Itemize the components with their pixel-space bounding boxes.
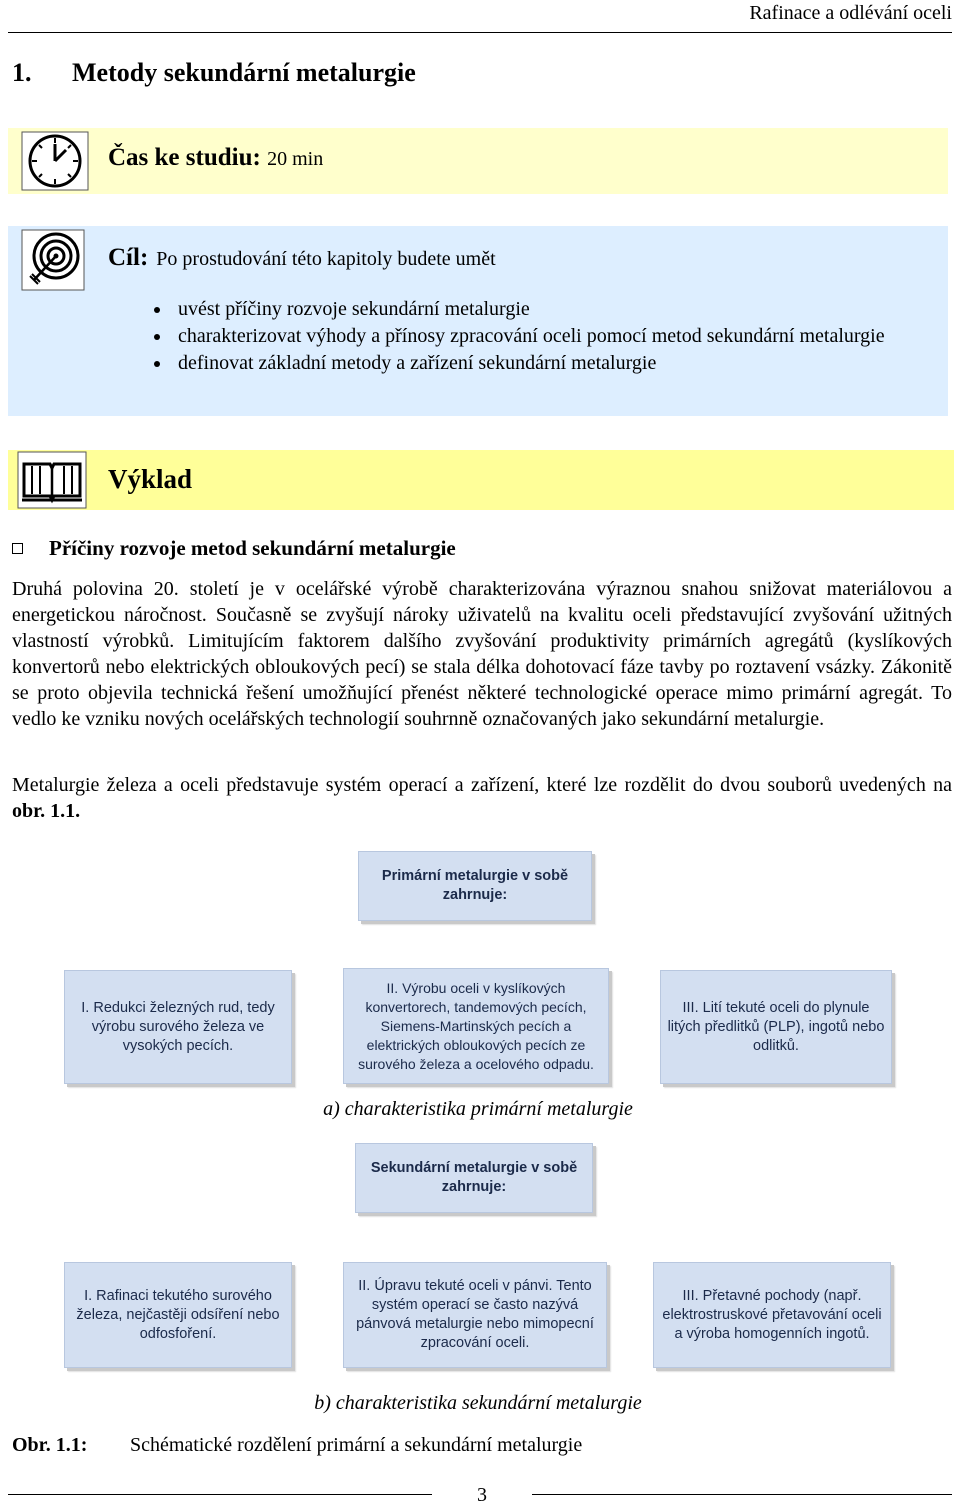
paragraph-1: Druhá polovina 20. století je v ocelářské výrobě charakterizována výraznou snahou snižovat materiálovou a energetickou náročnost. Současně se zvyšují nároky uživatelů na kvalitu oceli představující zvyšování užitných vlastností výrobků. Limitujícím faktorem dalšího zvyšování produktivity primárních agregátů (kyslíkových konvertorů nebo elektrických obloukových pecí) se stala délka dohotovací fáze tavby po roztavení vsázky. Zákonitě se proto objevila technická řešení umožňující přenést některé technologické operace mimo primární agregát. To vedlo ke vzniku nových ocelářských technologií souhrnně označovaných jako sekundární metalurgie. xyxy=(12,578,952,730)
study-time-label: Čas ke studiu: 20 min xyxy=(108,144,324,171)
chapter-title-text: Metody sekundární metalurgie xyxy=(72,58,416,87)
running-header: Rafinace a odlévání oceli xyxy=(749,2,952,24)
page-number: 3 xyxy=(477,1484,487,1506)
figure-label: Obr. 1.1: xyxy=(12,1434,88,1456)
goal-box xyxy=(8,226,948,416)
chapter-number: 1. xyxy=(12,58,32,87)
study-time-value: 20 min xyxy=(267,148,324,170)
target-icon xyxy=(8,226,98,416)
list-item: charakterizovat výhody a přínosy zpracování oceli pomocí metod sekundární metalurgie xyxy=(178,323,938,350)
goal-intro: Po prostudování této kapitoly budete umět xyxy=(156,248,496,270)
primary-diagram-root: Primární metalurgie v sobě zahrnuje: xyxy=(358,851,592,921)
secondary-diagram-caption: b) charakteristika sekundární metalurgie xyxy=(314,1392,642,1414)
paragraph-2: Metalurgie železa a oceli představuje systém operací a zařízení, které lze rozdělit do dvou souborů uvedených na obr. 1.1. xyxy=(12,774,952,822)
primary-diagram-item-1: I. Redukci železných rud, tedy výrobu surového železa ve vysokých pecích. xyxy=(64,970,292,1084)
footer-divider-right xyxy=(532,1494,952,1495)
footer-divider-left xyxy=(8,1494,432,1495)
primary-diagram-item-2: II. Výrobu oceli v kyslíkových konvertorech, tandemových pecích, Siemens-Martinských pecích a elektrických obloukových pecích ze surového železa a ocelového odpadu. xyxy=(343,968,609,1084)
explanation-label: Výklad xyxy=(108,464,193,494)
figure-reference: obr. 1.1. xyxy=(12,800,81,822)
explanation-box xyxy=(8,450,954,510)
study-time-box xyxy=(8,128,948,194)
chapter-title xyxy=(12,58,416,88)
header-divider xyxy=(8,32,952,33)
goal-list xyxy=(178,296,938,377)
section-heading: Příčiny rozvoje metod sekundární metalurgie xyxy=(12,536,456,561)
list-item: uvést příčiny rozvoje sekundární metalurgie xyxy=(178,296,938,323)
secondary-diagram-root: Sekundární metalurgie v sobě zahrnuje: xyxy=(355,1143,593,1213)
secondary-diagram-item-1: I. Rafinaci tekutého surového železa, nejčastěji odsíření nebo odfosfoření. xyxy=(64,1262,292,1368)
secondary-diagram-item-3: III. Přetavné pochody (např. elektrostruskové přetavování oceli a výroba homogenních ingotů. xyxy=(653,1262,891,1368)
primary-diagram-caption: a) charakteristika primární metalurgie xyxy=(323,1098,633,1120)
goal-label: Cíl: Po prostudování této kapitoly budete umět xyxy=(108,244,496,271)
secondary-diagram-item-2: II. Úpravu tekuté oceli v pánvi. Tento systém operací se často nazývá pánvová metalurgie nebo mimopecní zpracování oceli. xyxy=(343,1262,607,1368)
checkbox-bullet-icon xyxy=(12,543,23,554)
list-item: definovat základní metody a zařízení sekundární metalurgie xyxy=(178,350,938,377)
primary-diagram-item-3: III. Lití tekuté oceli do plynule litých předlitků (PLP), ingotů nebo odlitků. xyxy=(660,970,892,1084)
figure-caption xyxy=(12,1434,582,1457)
book-icon xyxy=(16,450,88,510)
clock-icon xyxy=(8,128,98,194)
figure-caption-text: Schématické rozdělení primární a sekundární metalurgie xyxy=(130,1434,583,1456)
